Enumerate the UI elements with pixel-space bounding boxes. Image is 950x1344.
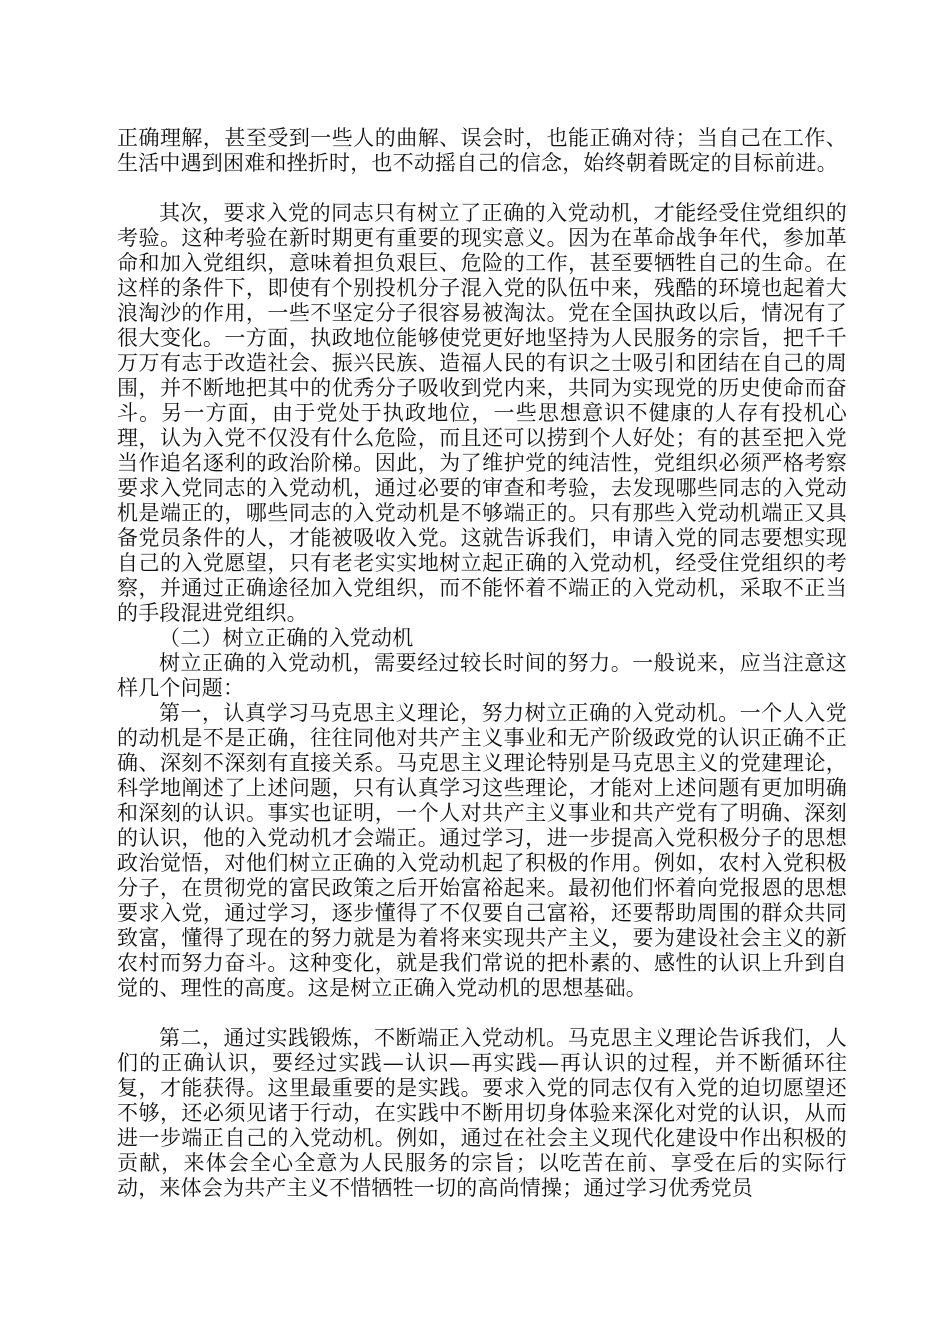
document-body — [117, 126, 847, 1201]
paragraph-intro: 树立正确的入党动机，需要经过较长时间的努力。一般说来，应当注意这样几个问题： — [117, 651, 847, 700]
paragraph-first: 第一，认真学习马克思主义理论，努力树立正确的入党动机。一个人入党的动机是不是正确，往往同他对共产主义事业和无产阶级政党的认识正确不正确、深刻不深刻有直接关系。马克思主义理论特别是马克思主义的党建理论，科学地阐述了上述问题，只有认真学习这些理论，才能对上述问题有更加明确和深刻的认识。事实也证明，一个人对共产主义事业和共产党有了明确、深刻的认识，他的入党动机才会端正。通过学习，进一步提高入党积极分子的思想政治觉悟，对他们树立正确的入党动机起了积极的作用。例如，农村入党积极分子，在贯彻党的富民政策之后开始富裕起来。最初他们怀着向党报恩的思想要求入党，通过学习，逐步懂得了不仅要自己富裕，还要帮助周围的群众共同致富，懂得了现在的努力就是为着将来实现共产主义，要为建设社会主义的新农村而努力奋斗。这种变化，就是我们常说的把朴素的、感性的认识上升到自觉的、理性的高度。这是树立正确入党动机的思想基础。 — [117, 701, 847, 1000]
paragraph-secondly: 其次，要求入党的同志只有树立了正确的入党动机，才能经受住党组织的考验。这种考验在新时期更有重要的现实意义。因为在革命战争年代，参加革命和加入党组织，意味着担负艰巨、危险的工作，甚至要牺牲自己的生命。在这样的条件下，即使有个别投机分子混入党的队伍中来，残酷的环境也起着大浪淘沙的作用，一些不坚定分子很容易被淘汰。党在全国执政以后，情况有了很大变化。一方面，执政地位能够使党更好地坚持为人民服务的宗旨，把千千万万有志于改造社会、振兴民族、造福人民的有识之士吸引和团结在自己的周围，并不断地把其中的优秀分子吸收到党内来，共同为实现党的历史使命而奋斗。另一方面，由于党处于执政地位，一些思想意识不健康的人存有投机心理，认为入党不仅没有什么危险，而且还可以捞到个人好处；有的甚至把入党当作追名逐利的政治阶梯。因此，为了维护党的纯洁性，党组织必须严格考察要求入党同志的入党动机，通过必要的审查和考验，去发现哪些同志的入党动机是端正的，哪些同志的入党动机是不够端正的。只有那些入党动机端正又具备党员条件的人，才能被吸收入党。这就告诉我们，申请入党的同志要想实现自己的入党愿望，只有老老实实地树立起正确的入党动机，经受住党组织的考察，并通过正确途径加入党组织，而不能怀着不端正的入党动机，采取不正当的手段混进党组织。 — [117, 201, 847, 625]
paragraph-continuation: 正确理解，甚至受到一些人的曲解、误会时，也能正确对待；当自己在工作、生活中遇到困难和挫折时，也不动摇自己的信念，始终朝着既定的目标前进。 — [117, 126, 847, 175]
section-heading: （二）树立正确的入党动机 — [159, 626, 414, 650]
paragraph-second: 第二，通过实践锻炼，不断端正入党动机。马克思主义理论告诉我们，人们的正确认识，要经过实践—认识—再实践—再认识的过程，并不断循环往复，才能获得。这里最重要的是实践。要求入党的同志仅有入党的迫切愿望还不够，还必须见诸于行动，在实践中不断用切身体验来深化对党的认识，从而进一步端正自己的入党动机。例如，通过在社会主义现代化建设中作出积极的贡献，来体会全心全意为人民服务的宗旨；以吃苦在前、享受在后的实际行动，来体会为共产主义不惜牺牲一切的高尚情操；通过学习优秀党员 — [117, 1026, 847, 1200]
